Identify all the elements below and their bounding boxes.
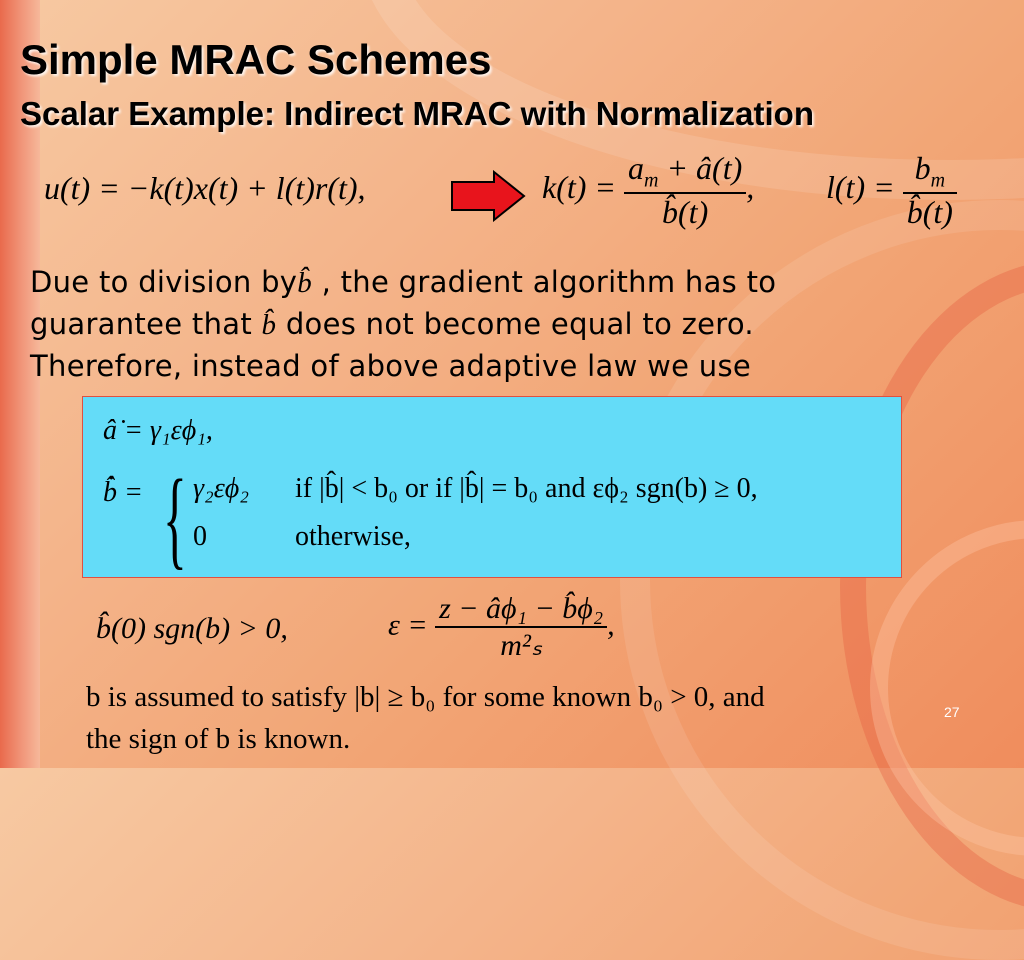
page-number: 27 bbox=[944, 704, 960, 720]
adaptive-law-box bbox=[82, 396, 902, 578]
initial-condition-equation: b̂(0) sgn(b) > 0, bbox=[96, 612, 288, 645]
paragraph-line-1: Due to division byb̂ , the gradient algorithm has to bbox=[30, 265, 777, 299]
k-denominator: b̂(t) bbox=[662, 194, 709, 231]
k-lhs: k(t) = bbox=[542, 169, 616, 206]
error-denominator: m²ₛ bbox=[500, 629, 543, 662]
normalized-error-equation: ε = $\frac{\text{z − âϕ₁ − b̂ϕ₂}}{\text{m²ₛ}}$ , bbox=[388, 592, 615, 662]
paragraph-line-3: Therefore, instead of above adaptive law we use bbox=[30, 349, 752, 383]
l-denominator: b̂(t) bbox=[906, 194, 953, 231]
case-1-value: γ₂εϕ₂ bbox=[193, 473, 250, 504]
slide-title: Simple MRAC Schemes bbox=[20, 36, 492, 83]
error-numerator: z − âϕ₁ − b̂ϕ₂ bbox=[435, 592, 607, 628]
assumption-line-1: b is assumed to satisfy |b| ≥ b₀ for some known b₀ > 0, and bbox=[86, 681, 765, 713]
l-gain-equation bbox=[826, 150, 957, 231]
control-law-equation: u(t) = −k(t)x(t) + l(t)r(t), bbox=[44, 170, 366, 206]
l-fraction bbox=[903, 150, 957, 231]
case-2-condition: otherwise, bbox=[295, 521, 411, 552]
error-fraction bbox=[435, 592, 607, 663]
right-arrow-icon bbox=[450, 170, 526, 222]
k-numerator: $a_m$ + â(t) bbox=[624, 150, 746, 194]
assumption-line-2: the sign of b is known. bbox=[86, 723, 351, 755]
explanation-paragraph bbox=[30, 262, 930, 387]
k-gain-equation: k(t) = $\frac{a_m + â(t)}{b̂(t)}$ , bbox=[542, 150, 755, 231]
case-1-condition: if |b̂| < b₀ or if |b̂| = b₀ and εϕ₂ sgn(b) ≥ 0, bbox=[295, 473, 758, 504]
a-hat-dot-law: â̇ = γ₁εϕ₁, bbox=[103, 415, 213, 446]
slide-subtitle: Scalar Example: Indirect MRAC with Normalization bbox=[20, 95, 814, 132]
l-lhs: l(t) = bbox=[826, 169, 895, 206]
l-numerator: $b_m$ bbox=[903, 150, 957, 194]
b-hat-dot-lhs: b̂̇ = bbox=[103, 477, 143, 508]
paragraph-line-2: guarantee that b̂ does not become equal to zero. bbox=[30, 307, 754, 341]
case-2-value: 0 bbox=[193, 521, 207, 552]
assumption-text bbox=[86, 676, 906, 760]
cases-brace: { bbox=[163, 457, 187, 579]
k-fraction bbox=[624, 150, 746, 231]
